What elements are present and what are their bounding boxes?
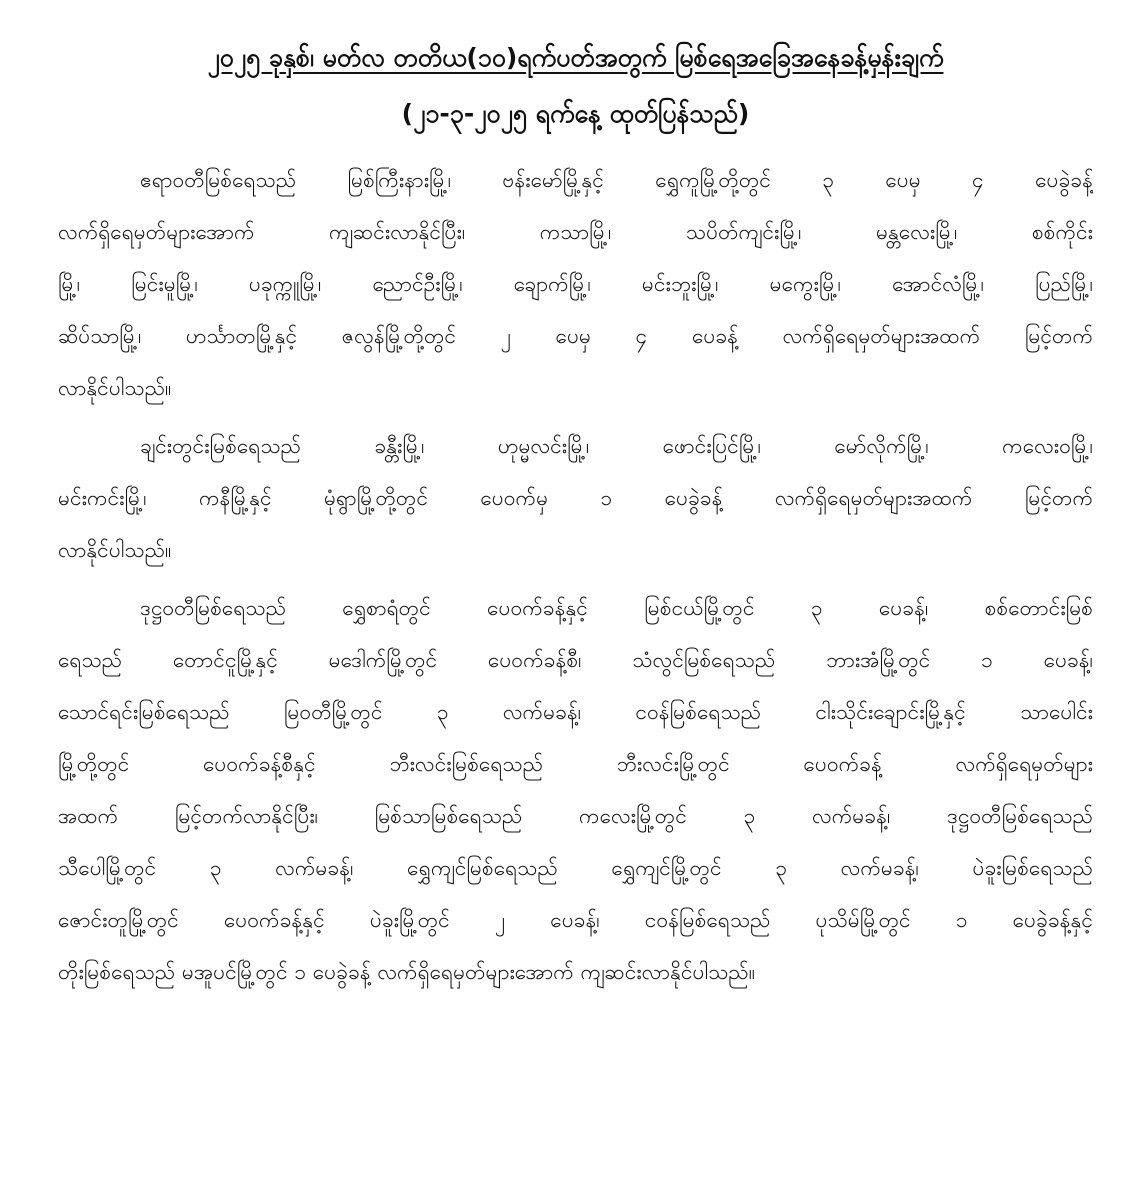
paragraph-line: လာနိုင်ပါသည်။ [58, 538, 172, 562]
paragraph-line: လက်ရှိရေမှတ်များအောက် ကျဆင်းလာနိုင်ပြီး၊ ကသာမြို့၊ သပိတ်ကျင်းမြို့၊ မန္တလေးမြို့၊ စစ်ကိုင်း [58, 220, 1093, 244]
paragraph-line: သီပေါမြို့တွင် ၃ လက်မခန့်၊ ရွှေကျင်မြစ်ရေသည် ရွှေကျင်မြို့တွင် ၃ လက်မခန့်၊ ပဲခူးမြစ်ရေသည် [58, 856, 1093, 880]
paragraph-line: မြို့တို့တွင် ပေဝက်ခန့်စီနှင့် ဘီးလင်းမြစ်ရေသည် ဘီးလင်းမြို့တွင် ပေဝက်ခန့် လက်ရှိရေမှတ်များ [58, 752, 1093, 776]
document-body [58, 154, 1093, 998]
paragraph-line: ဇောင်းတူမြို့တွင် ပေဝက်ခန့်နှင့် ပဲခူးမြို့တွင် ၂ ပေခန့်၊ ငဝန်မြစ်ရေသည် ပုသိမ်မြို့တွင် ၁ ပေခွဲခန့်နှင့် [58, 908, 1093, 932]
paragraph-line: ဧရာဝတီမြစ်ရေသည် မြစ်ကြီးနားမြို့၊ ဗန်းမော်မြို့နှင့် ရွှေကူမြို့တို့တွင် ၃ ပေမှ ၄ ပေခွဲခန့် [140, 168, 1093, 192]
paragraph [58, 582, 1093, 998]
document-subtitle: (၂၁-၃-၂၀၂၅ ရက်နေ့ ထုတ်ပြန်သည်) [401, 99, 750, 128]
paragraph [58, 420, 1093, 576]
paragraph-line: ရေသည် တောင်ငူမြို့နှင့် မဒေါက်မြို့တွင် ပေဝက်ခန့်စီ၊ သံလွင်မြစ်ရေသည် ဘားအံမြို့တွင် ၁ ပေခန့်၊ [58, 648, 1093, 672]
paragraph-line: မြို့၊ မြင်းမူမြို့၊ ပခုက္ကူမြို့၊ ညောင်ဦးမြို့၊ ချောက်မြို့၊ မင်းဘူးမြို့၊ မကွေးမြို့၊ အောင်လံမြို့၊ ပြည်မြို့၊ [58, 272, 1093, 296]
document-title: ၂၀၂၅ ခုနှစ်၊ မတ်လ တတိယ(၁၀)ရက်ပတ်အတွက် မြစ်ရေအခြေအနေခန့်မှန်းချက် [207, 43, 944, 72]
paragraph-line: အထက် မြင့်တက်လာနိုင်ပြီး၊ မြစ်သာမြစ်ရေသည် ကလေးမြို့တွင် ၃ လက်မခန့်၊ ဒုဋ္ဌဝတီမြစ်ရေသည် [58, 804, 1093, 828]
paragraph-line: သောင်ရင်းမြစ်ရေသည် မြဝတီမြို့တွင် ၃ လက်မခန့်၊ ငဝန်မြစ်ရေသည် ငါးသိုင်းချောင်းမြို့နှင့် သာပေါင်း [58, 700, 1093, 724]
paragraph-line: တိုးမြစ်ရေသည် မအူပင်မြို့တွင် ၁ ပေခွဲခန့် လက်ရှိရေမှတ်များအောက် ကျဆင်းလာနိုင်ပါသည်။ [58, 960, 756, 984]
paragraph [58, 154, 1093, 414]
paragraph-line: ဒုဋ္ဌဝတီမြစ်ရေသည် ရွှေစာရံတွင် ပေဝက်ခန့်နှင့် မြစ်ငယ်မြို့တွင် ၃ ပေခန့်၊ စစ်တောင်းမြစ် [140, 596, 1093, 620]
paragraph-line: ချင်းတွင်းမြစ်ရေသည် ခန္တီးမြို့၊ ဟုမ္မလင်းမြို့၊ ဖောင်းပြင်မြို့၊ မော်လိုက်မြို့၊ ကလေးဝမြို့၊ [140, 434, 1093, 458]
paragraph-line: ဆိပ်သာမြို့၊ ဟင်္သာတမြို့နှင့် ဇလွန်မြို့တို့တွင် ၂ ပေမှ ၄ ပေခန့် လက်ရှိရေမှတ်များအထက် မြင့်တက် [58, 324, 1093, 348]
paragraph-line: မင်းကင်းမြို့၊ ကနီမြို့နှင့် မုံရွာမြို့တို့တွင် ပေဝက်မှ ၁ ပေခွဲခန့် လက်ရှိရေမှတ်များအထက် မြင့်တက် [58, 486, 1093, 510]
paragraph-line: လာနိုင်ပါသည်။ [58, 376, 172, 400]
